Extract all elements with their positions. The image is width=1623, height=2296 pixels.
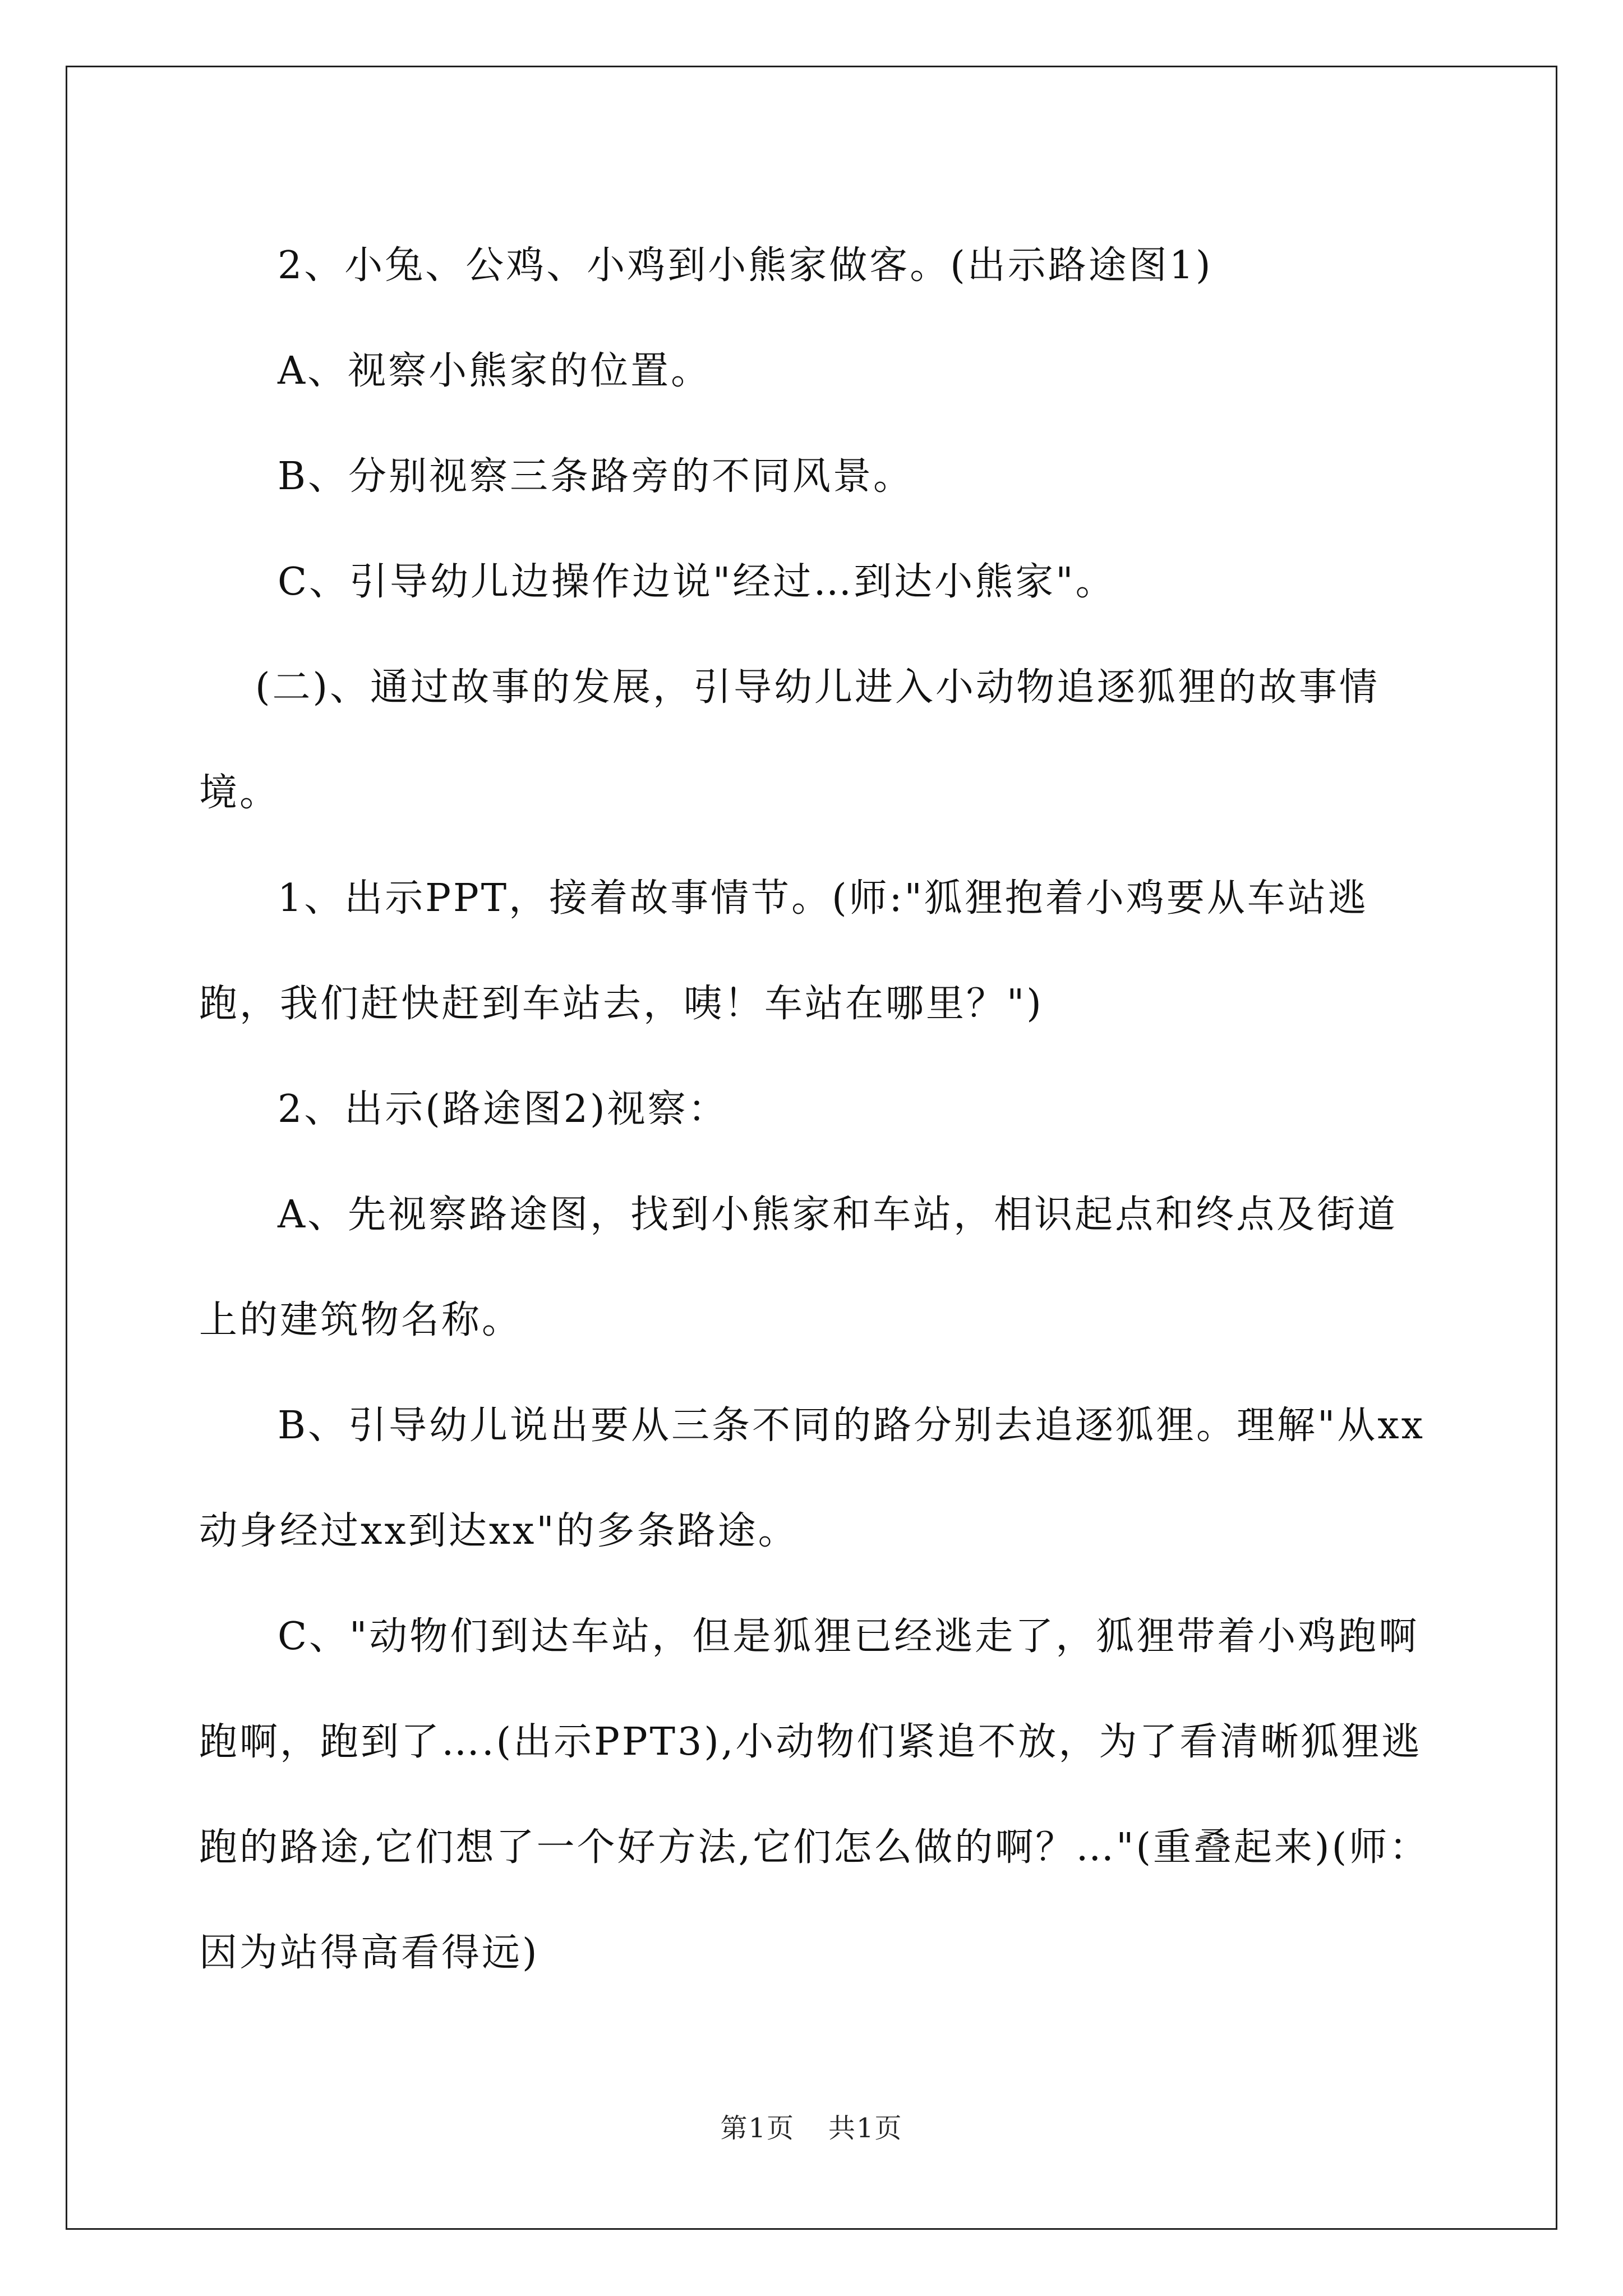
paragraph: 1、出示PPT，接着故事情节。(师:"狐狸抱着小鸡要从车站逃跑，我们赶快赶到车站去，咦！车站在哪里？") [199,876,1368,1026]
paragraph: 2、出示(路途图2)视察： [278,1087,728,1131]
document-body [199,213,1430,2006]
paragraph: B、引导幼儿说出要从三条不同的路分别去追逐狐狸。理解"从xx动身经过xx到达xx"的多条路途。 [199,1404,1425,1553]
paragraph: A、先视察路途图，找到小熊家和车站，相识起点和终点及街道上的建筑物名称。 [199,1193,1398,1342]
paragraph: B、分别视察三条路旁的不同风景。 [278,454,914,499]
paragraph: C、"动物们到达车站，但是狐狸已经逃走了，狐狸带着小鸡跑啊跑啊，跑到了….(出示PPT3),小动物们紧追不放，为了看清晰狐狸逃跑的路途,它们想了一个好方法,它们怎么做的啊？…"(重叠起来)(师：因为站得高看得远) [199,1614,1430,1975]
paragraph: C、引导幼儿边操作边说"经过…到达小熊家"。 [278,560,1116,604]
page-number: 第1页 [720,2113,795,2144]
paragraph: A、视察小熊家的位置。 [278,349,712,393]
page-footer [0,2106,1623,2145]
section-heading-paragraph: (二)、通过故事的发展，引导幼儿进入小动物追逐狐狸的故事情境。 [199,665,1380,815]
page-total: 共1页 [828,2113,903,2144]
paragraph: 2、小兔、公鸡、小鸡到小熊家做客。(出示路途图1) [278,243,1213,288]
